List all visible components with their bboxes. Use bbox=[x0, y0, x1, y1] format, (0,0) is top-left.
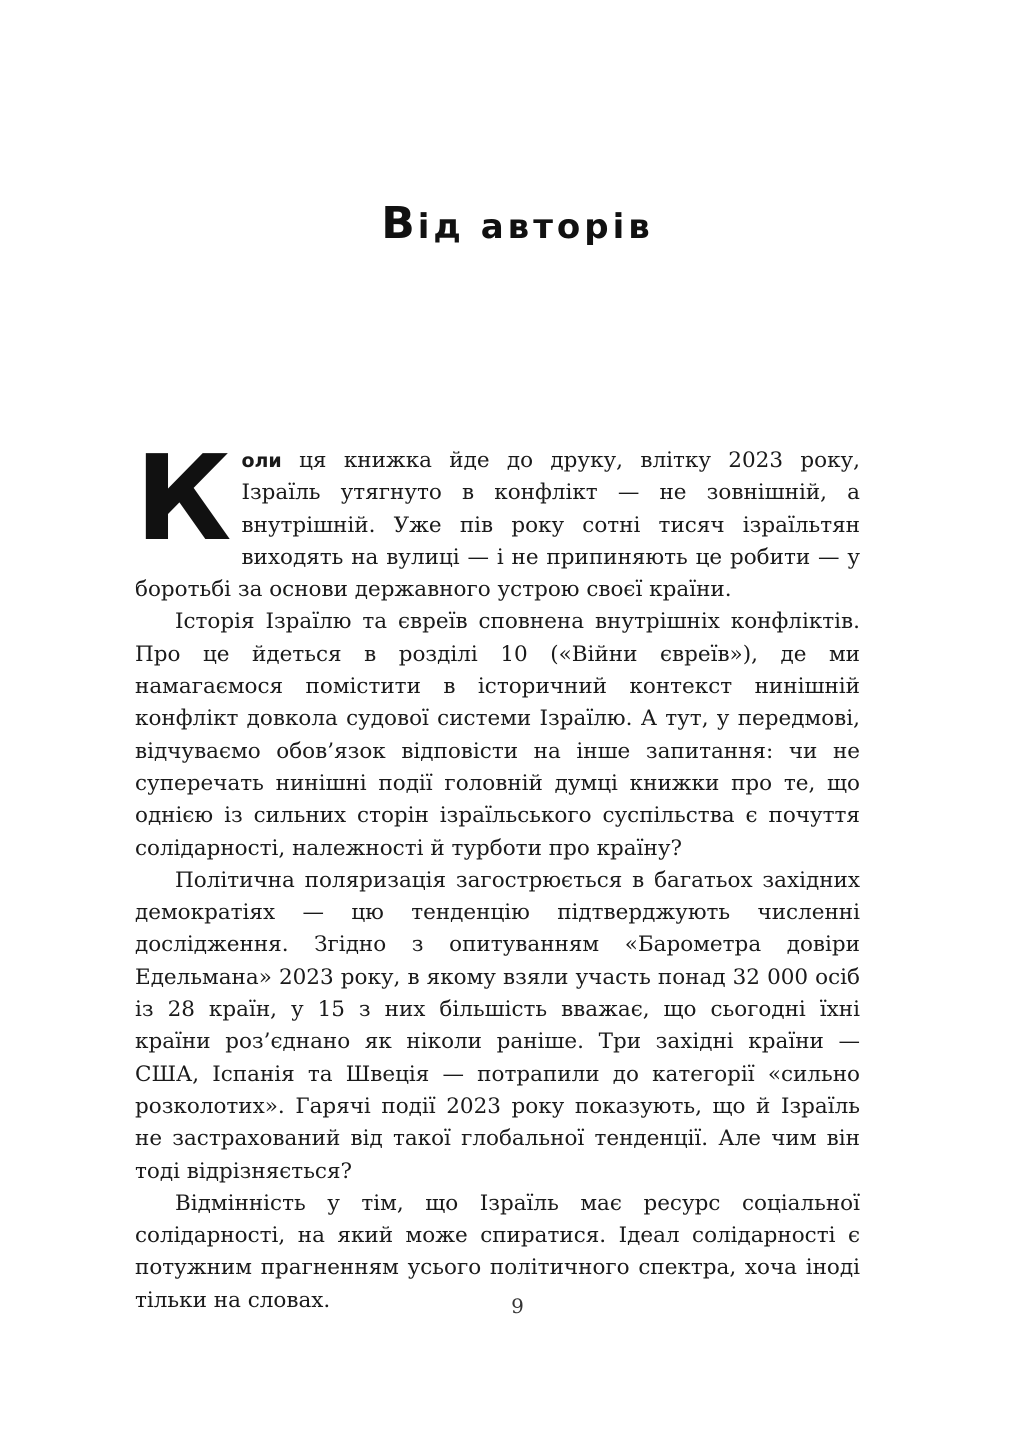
chapter-title bbox=[0, 198, 1035, 253]
chapter-title-rest: ід авторів bbox=[417, 207, 654, 247]
drop-cap: К bbox=[135, 429, 232, 567]
paragraph-1-text: ця книжка йде до друку, влітку 2023 року, Ізраїль утягнуто в конфлікт — не зовнішній, а внутрішній. Уже пів року сотні тисяч ізраїльтян виходять на вулиці — і не припиняють це робити — у боротьбі за основи державного устрою своєї країни. bbox=[135, 448, 860, 603]
chapter-title-first-letter: В bbox=[381, 198, 418, 249]
paragraph-2: Історія Ізраїлю та євреїв сповнена внутрішніх конфліктів. Про це йдеться в розділі 10 («Війни євреїв»), де ми намагаємося помістити в історичний контекст нинішній конфлікт довкола судової системи Ізраїлю. А тут, у передмові, відчуваємо обов’язок відповісти на інше запитання: чи не суперечать нинішні події головній думці книжки про те, що однією із сильних сторін ізраїльського суспільства є почуття солідарності, належності й турботи про країну? bbox=[135, 609, 860, 861]
page-number: 9 bbox=[511, 1294, 524, 1318]
lead-in-text: оли bbox=[241, 450, 282, 472]
body-text bbox=[135, 429, 860, 1317]
paragraph-1 bbox=[135, 429, 860, 606]
paragraph-4: Відмінність у тім, що Ізраїль має ресурс соціальної солідарності, на який може спиратися. Ідеал солідарності є потужним прагненням усього політичного спектра, хоча іноді тільки на словах. bbox=[135, 1190, 860, 1313]
paragraph-3: Політична поляризація загострюється в багатьох західних демократіях — цю тенденцію підтверджують численні дослідження. Згідно з опитуванням «Барометра довіри Едельмана» 2023 року, в якому взяли участь понад 32 000 осіб із 28 країн, у 15 з них більшість вважає, що сьогодні їхні країни роз’єднано як ніколи раніше. Три західні країни — США, Іспанія та Швеція — потрапили до категорії «сильно розколотих». Гарячі події 2023 року показують, що й Ізраїль не застрахований від такої глобальної тенденції. Але чим він тоді відрізняється? bbox=[135, 867, 860, 1184]
